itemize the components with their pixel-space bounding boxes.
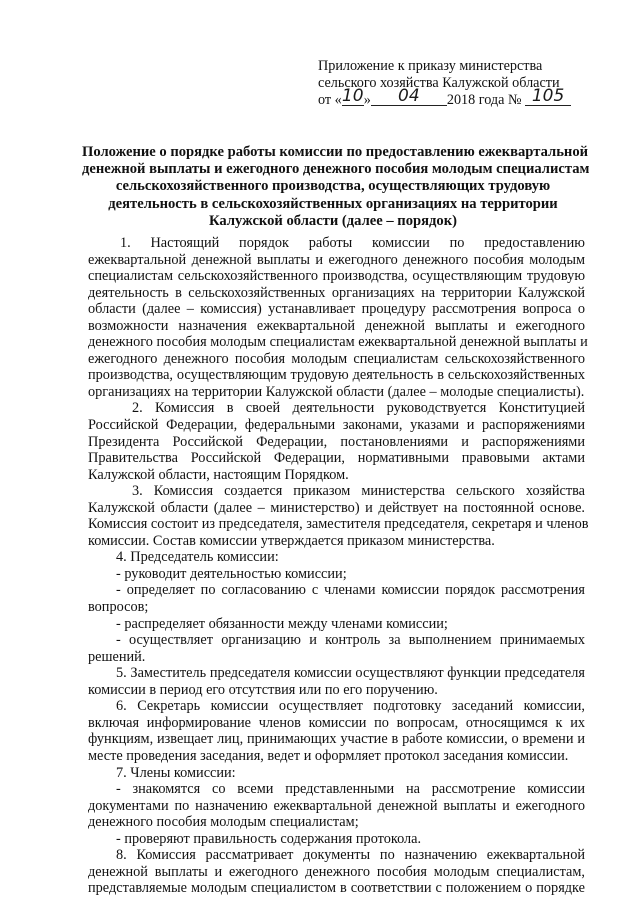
- number-blank: [525, 86, 571, 106]
- paragraph-1: [88, 235, 588, 400]
- text-line: 8. Комиссия рассматривает документы по назначению ежеквартальной: [116, 847, 585, 864]
- text-line: области (далее – комиссия) устанавливает процедуру рассмотрения вопроса о: [88, 301, 585, 318]
- text-line: комиссии. Состав комиссии утверждается приказом министерства.: [88, 532, 495, 549]
- text-line: Президента Российской Федерации, постановлениями и распоряжениями: [88, 433, 585, 450]
- text-line: деятельность в сельскохозяйственных организациях на территории Калужской: [88, 284, 585, 301]
- annex-header: [318, 58, 608, 109]
- paragraph-6: [88, 698, 585, 764]
- date-prefix: от «: [318, 92, 342, 108]
- document-title: [82, 144, 590, 230]
- text-line: денежной выплаты и ежегодного денежного пособия молодым специалистам,: [88, 863, 585, 880]
- date-mid: »: [363, 92, 371, 108]
- list-item-continuation: денежного пособия молодым специалистам;: [88, 814, 359, 831]
- text-line: 3. Комиссия создается приказом министерства сельского хозяйства: [132, 483, 585, 500]
- text-line: ежеквартальной денежной выплаты и ежегодного денежного пособия молодым: [88, 251, 585, 268]
- year-text: 2018 года №: [446, 92, 522, 108]
- annex-date-line: [318, 86, 608, 109]
- paragraph-7: [88, 765, 585, 848]
- list-item: - знакомятся со всеми представленными на рассмотрение комиссии: [116, 781, 585, 798]
- title-line: Калужской области (далее – порядок): [209, 212, 457, 229]
- text-line: Российской Федерации, федеральными законами, указами и распоряжениями: [88, 417, 585, 434]
- paragraph-5: [88, 665, 585, 698]
- text-line: представляемые молодым специалистом в соответствии с положением о порядке: [88, 880, 585, 897]
- list-item-continuation: вопросов;: [88, 599, 149, 616]
- list-item-continuation: документами по назначению ежеквартальной денежной выплаты и ежегодного: [88, 797, 585, 814]
- text-line: денежного пособия молодым специалистам ежеквартальной денежной выплаты и: [88, 334, 588, 351]
- text-line: специалистам сельскохозяйственного производства, осуществляющим трудовую: [88, 268, 585, 285]
- text-line: организациях на территории Калужской области (далее – молодые специалисты).: [88, 383, 585, 400]
- text-line: возможности назначения ежеквартальной денежной выплаты и ежегодного: [88, 317, 585, 334]
- list-item: - осуществляет организацию и контроль за выполнением принимаемых: [116, 632, 585, 649]
- list-item: - определяет по согласованию с членами комиссии порядок рассмотрения: [116, 582, 585, 599]
- title-line: сельскохозяйственного производства, осуществляющих трудовую: [115, 178, 551, 195]
- text-line: 4. Председатель комиссии:: [116, 549, 279, 566]
- document-body: [88, 235, 589, 897]
- text-line: комиссии в период его отсутствия или по его поручению.: [88, 681, 438, 698]
- text-line: Калужской области, настоящим Порядком.: [88, 466, 349, 483]
- title-line: деятельность в сельскохозяйственных организациях на территории: [108, 195, 558, 212]
- text-line: функциям, извещает лиц, принимающих участие в работе комиссии, о времени и: [88, 731, 585, 748]
- handwritten-day: 10: [341, 86, 364, 106]
- title-line: денежной выплаты и ежегодного денежного пособия молодым специалистам: [82, 161, 590, 178]
- text-line: включая информирование членов комиссии по вопросам, относящимся к их: [88, 714, 585, 731]
- list-item: - распределяет обязанности между членами комиссии;: [116, 615, 448, 632]
- paragraph-4: [88, 549, 585, 665]
- text-line: производства, осуществляющим трудовую деятельность в сельскохозяйственных: [88, 367, 585, 384]
- day-blank: [341, 86, 364, 106]
- month-blank: [371, 86, 447, 106]
- text-line: 6. Секретарь комиссии осуществляет подготовку заседаний комиссии,: [116, 698, 585, 715]
- paragraph-2: [88, 400, 585, 483]
- text-line: месте проведения заседания, ведет и оформляет протокол заседания комиссии.: [88, 747, 569, 764]
- list-item: - проверяют правильность содержания протокола.: [116, 830, 422, 847]
- text-line: Правительства Российской Федерации, нормативными правовыми актами: [88, 450, 585, 467]
- annex-line-2: сельского хозяйства Калужской области: [318, 74, 560, 91]
- title-line: Положение о порядке работы комиссии по предоставлению ежеквартальной: [82, 144, 589, 160]
- annex-line-1: Приложение к приказу министерства: [318, 58, 543, 74]
- paragraph-8: [88, 847, 585, 897]
- text-line: 2. Комиссия в своей деятельности руководствуется Конституцией: [132, 400, 585, 417]
- list-item-continuation: решений.: [88, 648, 146, 665]
- paragraph-3: [88, 483, 589, 549]
- text-line: Комиссия состоит из председателя, заместителя председателя, секретаря и членов: [88, 516, 589, 533]
- list-item: - руководит деятельностью комиссии;: [116, 565, 347, 582]
- handwritten-month: 04: [398, 86, 420, 106]
- text-line: 1. Настоящий порядок работы комиссии по предоставлению: [120, 235, 585, 251]
- text-line: 7. Члены комиссии:: [116, 764, 236, 781]
- handwritten-number: 105: [531, 86, 565, 106]
- text-line: ежегодного денежного пособия молодым специалистам сельскохозяйственного: [88, 350, 585, 367]
- text-line: 5. Заместитель председателя комиссии осуществляют функции председателя: [116, 665, 585, 682]
- text-line: Калужской области (далее – министерство) и действует на постоянной основе.: [88, 499, 585, 516]
